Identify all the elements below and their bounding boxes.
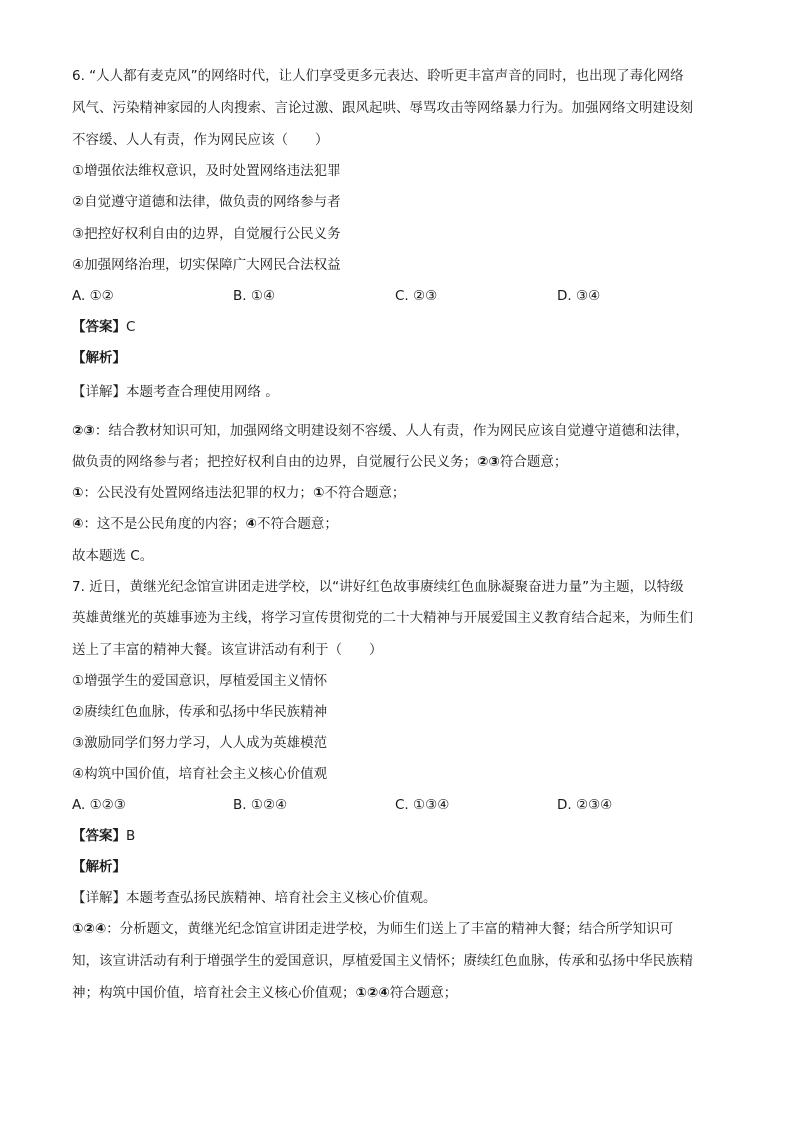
q7-option-d: D. ②③④: [557, 797, 613, 813]
q7-analysis-p1-line-1: [72, 919, 673, 939]
q7-item-1: ①增强学生的爱国意识，厚植爱国主义情怀: [72, 673, 328, 689]
q6-stem-line-3: 不容缓、人人有责，作为网民应该（ ）: [72, 132, 329, 148]
q6-p2-lead: ①: [72, 485, 84, 501]
q7-p1-line3-text: 神；构筑中国价值，培育社会主义核心价值观；: [72, 985, 356, 1001]
q7-detail-line: 【详解】本题考查弘扬民族精神、培育社会主义核心价值观。: [72, 890, 437, 906]
q6-p2-lead-2: ①: [312, 485, 325, 501]
q6-p1-lead: ②③: [72, 423, 95, 439]
q6-p1-line2-text: 做负责的网络参与者；把控好权利自由的边界，自觉履行公民义务；: [72, 454, 477, 470]
q6-option-a: A. ①②: [72, 288, 114, 304]
q6-item-1: ①增强依法维权意识，及时处置网络违法犯罪: [72, 163, 341, 179]
q7-answer-value: B: [126, 828, 136, 844]
q6-p2-text: ：公民没有处置网络违法犯罪的权力；: [83, 485, 313, 501]
q7-option-c: C. ①③④: [395, 797, 450, 813]
q6-answer-value: C: [126, 319, 136, 335]
q7-answer-label: 【答案】: [72, 828, 126, 844]
q6-p3-text: ：这不是公民角度的内容；: [83, 516, 246, 532]
q7-item-3: ③激励同学们努力学习，人人成为英雄模范: [72, 735, 328, 751]
q6-item-4: ④加强网络治理，切实保障广大网民合法权益: [72, 257, 341, 273]
q6-analysis-p2: [72, 483, 405, 503]
q6-p1-line2-lead: ②③: [477, 454, 500, 470]
q7-stem-line-3: 送上了丰富的精神大餐。该宣讲活动有利于（ ）: [72, 642, 383, 658]
q6-analysis-p1-line-2: [72, 452, 567, 472]
q6-item-3: ③把控好权利自由的边界，自觉履行公民义务: [72, 226, 341, 242]
q6-analysis-p1-line-1: [72, 421, 689, 441]
q7-stem-line-1: 7. 近日，黄继光纪念馆宣讲团走进学校，以“讲好红色故事赓续红色血脉凝聚奋进力量”为主题，以特级: [72, 579, 684, 595]
q6-p3-tail: 不符合题意；: [256, 516, 338, 532]
q7-stem-line-2: 英雄黄继光的英雄事迹为主线，将学习宣传贯彻党的二十大精神与开展爱国主义教育结合起来，为师生们: [72, 610, 693, 626]
q6-p1-line2-tail: 符合题意；: [499, 454, 568, 470]
q6-analysis-label: 【解析】: [72, 350, 126, 366]
q6-p3-lead: ④: [72, 516, 84, 532]
q6-stem-line-2: 风气、污染精神家园的人肉搜索、言论过激、跟风起哄、辱骂攻击等网络暴力行为。加强网络文明建设刻: [72, 100, 693, 116]
q6-p2-tail: 不符合题意；: [324, 485, 406, 501]
q6-analysis-p3: [72, 514, 338, 534]
q6-detail-line: 【详解】本题考查合理使用网络 。: [72, 384, 279, 400]
q7-p1-line3-tail: 符合题意；: [389, 985, 458, 1001]
q6-answer-label: 【答案】: [72, 319, 126, 335]
q6-p1-text: ：结合教材知识可知，加强网络文明建设刻不容缓、人人有责，作为网民应该自觉遵守道德和法律，: [94, 423, 689, 439]
q7-item-2: ②赓续红色血脉，传承和弘扬中华民族精神: [72, 704, 328, 720]
q6-p3-lead-2: ④: [245, 516, 257, 532]
q7-analysis-p1-line-2: 知，该宣讲活动有利于增强学生的爱国意识，厚植爱国主义情怀；赓续红色血脉，传承和弘扬中华民族精: [72, 953, 693, 969]
q6-conclusion: 故本题选 C。: [72, 548, 154, 564]
q7-analysis-p1-line-3: [72, 983, 457, 1003]
q7-p1-line3-lead: ①②④: [355, 985, 390, 1001]
q6-option-b: B. ①④: [233, 288, 276, 304]
q7-p1-lead: ①②④: [72, 921, 107, 937]
q7-option-a: A. ①②③: [72, 797, 126, 813]
q7-item-4: ④构筑中国价值，培育社会主义核心价值观: [72, 766, 328, 782]
q6-option-d: D. ③④: [557, 288, 601, 304]
q7-p1-text: ：分析题文，黄继光纪念馆宣讲团走进学校，为师生们送上了丰富的精神大餐；结合所学知识可: [106, 921, 674, 937]
q6-option-c: C. ②③: [395, 288, 438, 304]
q7-option-b: B. ①②④: [233, 797, 288, 813]
q7-answer: [72, 826, 135, 846]
q6-answer: [72, 317, 135, 337]
q7-analysis-label: 【解析】: [72, 859, 126, 875]
q6-item-2: ②自觉遵守道德和法律，做负责的网络参与者: [72, 194, 341, 210]
q6-stem-line-1: 6. “人人都有麦克风”的网络时代，让人们享受更多元表达、聆听更丰富声音的同时，也出现了毒化网络: [72, 68, 684, 84]
